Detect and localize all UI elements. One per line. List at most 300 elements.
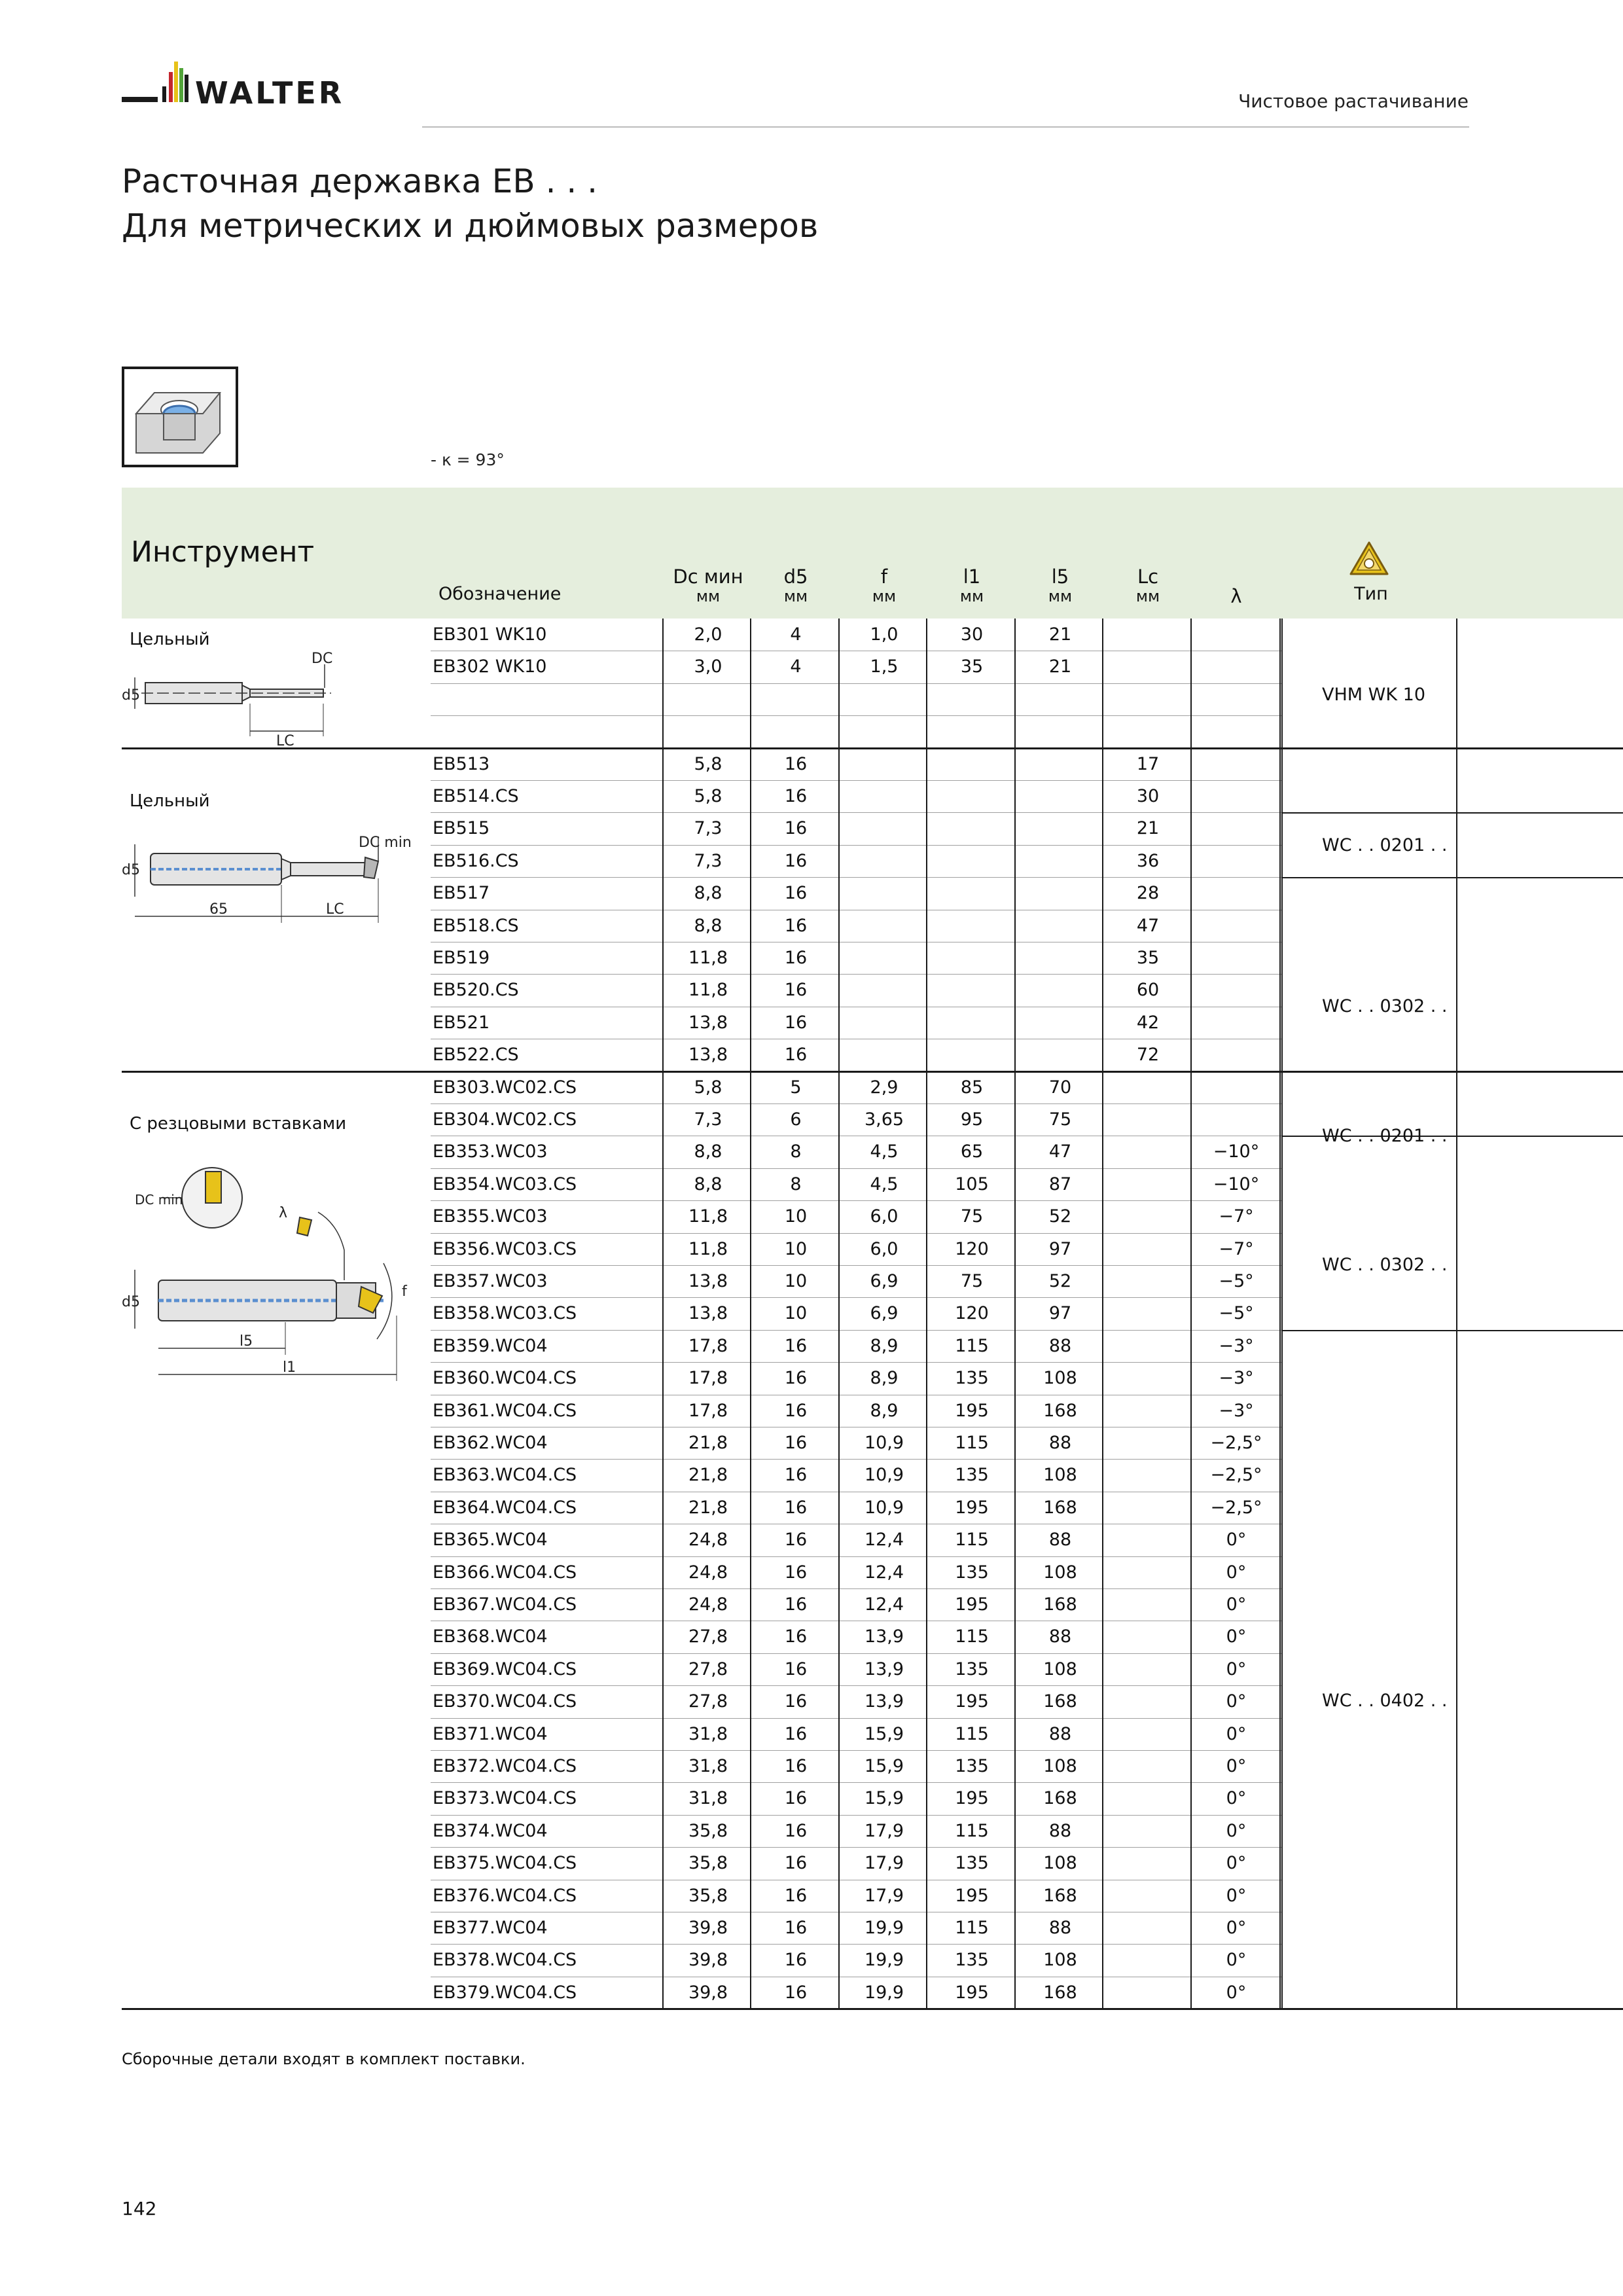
diagram-label-lambda: λ bbox=[279, 1205, 288, 1221]
cell-d5: 10 bbox=[784, 1271, 808, 1291]
table-row bbox=[431, 1427, 1281, 1459]
cell-f: 6,0 bbox=[870, 1206, 899, 1227]
row-divider bbox=[431, 1103, 1283, 1104]
cell-f: 19,9 bbox=[864, 1982, 904, 2003]
cell-d5: 16 bbox=[784, 850, 808, 871]
cell-lc: 28 bbox=[1136, 883, 1160, 904]
cell-f: 1,0 bbox=[870, 624, 899, 645]
cell-l5: 88 bbox=[1048, 1433, 1072, 1453]
column-unit: мм bbox=[872, 587, 897, 605]
cell-lam: −2,5° bbox=[1210, 1433, 1262, 1453]
table-row bbox=[431, 1750, 1281, 1782]
cell-dc: 39,8 bbox=[688, 1950, 728, 1971]
cell-dc: 7,3 bbox=[694, 1109, 722, 1130]
cell-l1: 135 bbox=[955, 1853, 989, 1874]
cell-designation: EB522.CS bbox=[433, 1045, 519, 1066]
cell-d5: 16 bbox=[784, 883, 808, 904]
cell-lam: −3° bbox=[1219, 1400, 1254, 1421]
cell-dc: 17,8 bbox=[688, 1400, 728, 1421]
cell-dc: 5,8 bbox=[694, 786, 722, 806]
group-label-solid-2: Цельный bbox=[130, 791, 210, 811]
cell-l5: 108 bbox=[1043, 1368, 1077, 1389]
type-label-wc0201-a: WC . . 0201 . . bbox=[1322, 835, 1448, 855]
cell-f: 19,9 bbox=[864, 1950, 904, 1971]
cell-dc: 31,8 bbox=[688, 1756, 728, 1776]
diagram-label-dc: DC min bbox=[135, 1192, 183, 1208]
cell-dc: 13,8 bbox=[688, 1012, 728, 1033]
cell-d5: 16 bbox=[784, 1756, 808, 1776]
row-divider bbox=[431, 1233, 1283, 1234]
row-divider bbox=[431, 1685, 1283, 1686]
cell-designation: EB373.WC04.CS bbox=[433, 1788, 577, 1809]
diagram-label-l1: l1 bbox=[283, 1359, 296, 1376]
cell-dc: 17,8 bbox=[688, 1368, 728, 1389]
cell-f: 19,9 bbox=[864, 1918, 904, 1938]
diagram-solid-wk10 bbox=[122, 651, 338, 749]
column-symbol: Lc bbox=[1137, 565, 1159, 588]
cell-l5: 168 bbox=[1043, 1497, 1077, 1518]
walter-logo bbox=[122, 59, 397, 118]
table-row bbox=[431, 1459, 1281, 1491]
cell-l5: 168 bbox=[1043, 1788, 1077, 1809]
cell-designation: EB518.CS bbox=[433, 915, 519, 936]
cell-d5: 16 bbox=[784, 1562, 808, 1583]
diagram-label-d5: d5 bbox=[122, 862, 140, 878]
type-label-vhm: VHM WK 10 bbox=[1322, 685, 1425, 705]
column-header-designation: Обозначение bbox=[438, 584, 562, 604]
cell-lc: 72 bbox=[1136, 1045, 1160, 1066]
cell-designation: EB359.WC04 bbox=[433, 1335, 548, 1356]
row-divider bbox=[431, 1330, 1283, 1331]
cell-lam: 0° bbox=[1226, 1885, 1247, 1906]
cell-dc: 7,3 bbox=[694, 818, 722, 839]
cell-l1: 195 bbox=[955, 1982, 989, 2003]
cell-dc: 27,8 bbox=[688, 1691, 728, 1712]
cell-d5: 16 bbox=[784, 1368, 808, 1389]
cell-f: 15,9 bbox=[864, 1723, 904, 1744]
logo-text: WALTER bbox=[195, 75, 345, 111]
cell-l1: 135 bbox=[955, 1950, 989, 1971]
cell-dc: 5,8 bbox=[694, 1077, 722, 1098]
table-row bbox=[431, 1880, 1281, 1912]
column-symbol: l5 bbox=[1051, 565, 1069, 588]
cell-l5: 108 bbox=[1043, 1756, 1077, 1776]
cell-designation: EB303.WC02.CS bbox=[433, 1077, 577, 1098]
table-row bbox=[431, 1492, 1281, 1524]
cell-dc: 35,8 bbox=[688, 1820, 728, 1841]
column-header-f bbox=[840, 567, 928, 606]
cell-designation: EB302 WK10 bbox=[433, 656, 547, 677]
cell-dc: 11,8 bbox=[688, 1206, 728, 1227]
cell-d5: 16 bbox=[784, 1820, 808, 1841]
cell-d5: 4 bbox=[790, 656, 802, 677]
cell-lam: 0° bbox=[1226, 1562, 1247, 1583]
cell-dc: 8,8 bbox=[694, 1174, 722, 1194]
cell-l1: 120 bbox=[955, 1238, 989, 1259]
cell-dc: 13,8 bbox=[688, 1045, 728, 1066]
row-divider bbox=[431, 1847, 1283, 1848]
diagram-label-f: f bbox=[402, 1283, 407, 1300]
cell-d5: 16 bbox=[784, 1433, 808, 1453]
row-divider bbox=[431, 1168, 1283, 1169]
header-rule bbox=[422, 126, 1469, 128]
cell-d5: 4 bbox=[790, 624, 802, 645]
cell-l1: 115 bbox=[955, 1626, 989, 1647]
column-header-lc bbox=[1104, 567, 1192, 606]
cell-designation: EB519 bbox=[433, 948, 490, 968]
cell-lc: 60 bbox=[1136, 980, 1160, 1001]
cell-d5: 10 bbox=[784, 1303, 808, 1324]
section-title: Чистовое растачивание bbox=[1238, 90, 1469, 112]
cell-f: 6,9 bbox=[870, 1271, 899, 1291]
cell-dc: 35,8 bbox=[688, 1885, 728, 1906]
cell-f: 15,9 bbox=[864, 1788, 904, 1809]
cell-designation: EB517 bbox=[433, 883, 490, 904]
footnote: Сборочные детали входят в комплект поставки. bbox=[122, 2050, 526, 2068]
cell-l1: 135 bbox=[955, 1756, 989, 1776]
cell-designation: EB362.WC04 bbox=[433, 1433, 548, 1453]
table-row bbox=[431, 812, 1281, 844]
row-divider bbox=[431, 1265, 1283, 1266]
cell-lam: 0° bbox=[1226, 1820, 1247, 1841]
column-symbol: l1 bbox=[963, 565, 981, 588]
cell-lam: −10° bbox=[1213, 1141, 1260, 1162]
cell-f: 6,0 bbox=[870, 1238, 899, 1259]
cell-lam: −5° bbox=[1219, 1303, 1254, 1324]
table-row bbox=[431, 1588, 1281, 1621]
cell-dc: 13,8 bbox=[688, 1271, 728, 1291]
table-row bbox=[431, 877, 1281, 909]
page-number: 142 bbox=[122, 2198, 157, 2219]
cell-f: 8,9 bbox=[870, 1368, 899, 1389]
cell-lam: 0° bbox=[1226, 1950, 1247, 1971]
cell-d5: 10 bbox=[784, 1206, 808, 1227]
diagram-label-lc: LC bbox=[276, 733, 294, 749]
type-label-wc0302-b: WC . . 0302 . . bbox=[1322, 1255, 1448, 1275]
cell-lam: −3° bbox=[1219, 1368, 1254, 1389]
cell-designation: EB520.CS bbox=[433, 980, 519, 1001]
cell-lam: −3° bbox=[1219, 1335, 1254, 1356]
cell-d5: 6 bbox=[790, 1109, 802, 1130]
cell-l5: 168 bbox=[1043, 1982, 1077, 2003]
cell-dc: 24,8 bbox=[688, 1562, 728, 1583]
cell-designation: EB516.CS bbox=[433, 850, 519, 871]
diagram-label-dc: DC min bbox=[359, 834, 412, 851]
cell-lam: 0° bbox=[1226, 1853, 1247, 1874]
cell-l5: 88 bbox=[1048, 1918, 1072, 1938]
cell-f: 1,5 bbox=[870, 656, 899, 677]
row-divider bbox=[431, 1653, 1283, 1654]
cell-l1: 115 bbox=[955, 1820, 989, 1841]
cell-l5: 168 bbox=[1043, 1691, 1077, 1712]
cell-designation: EB357.WC03 bbox=[433, 1271, 548, 1291]
table-row bbox=[431, 1815, 1281, 1847]
cell-dc: 8,8 bbox=[694, 915, 722, 936]
group-label-inserts: С резцовыми вставками bbox=[130, 1114, 347, 1134]
cell-d5: 16 bbox=[784, 818, 808, 839]
cell-d5: 16 bbox=[784, 1723, 808, 1744]
cell-l1: 65 bbox=[960, 1141, 984, 1162]
cell-l1: 105 bbox=[955, 1174, 989, 1194]
cell-designation: EB304.WC02.CS bbox=[433, 1109, 577, 1130]
cell-d5: 16 bbox=[784, 1465, 808, 1486]
cell-d5: 16 bbox=[784, 1853, 808, 1874]
cell-l1: 35 bbox=[960, 656, 984, 677]
cell-designation: EB354.WC03.CS bbox=[433, 1174, 577, 1194]
row-divider bbox=[431, 845, 1283, 846]
cell-l1: 115 bbox=[955, 1918, 989, 1938]
cell-l1: 115 bbox=[955, 1335, 989, 1356]
cell-dc: 2,0 bbox=[694, 624, 722, 645]
cell-designation: EB515 bbox=[433, 818, 490, 839]
column-unit: мм bbox=[696, 587, 721, 605]
cell-f: 17,9 bbox=[864, 1820, 904, 1841]
group-divider bbox=[122, 1071, 1623, 1073]
cell-designation: EB366.WC04.CS bbox=[433, 1562, 577, 1583]
cell-lc: 36 bbox=[1136, 850, 1160, 871]
cell-designation: EB368.WC04 bbox=[433, 1626, 548, 1647]
cell-d5: 16 bbox=[784, 915, 808, 936]
cell-d5: 16 bbox=[784, 786, 808, 806]
table-row bbox=[431, 1718, 1281, 1750]
table-bottom-rule bbox=[122, 2008, 1623, 2010]
cell-f: 6,9 bbox=[870, 1303, 899, 1324]
table-row bbox=[431, 1330, 1281, 1362]
cell-l1: 95 bbox=[960, 1109, 984, 1130]
cell-f: 12,4 bbox=[864, 1530, 904, 1551]
column-divider bbox=[1279, 619, 1281, 2009]
cell-f: 15,9 bbox=[864, 1756, 904, 1776]
cell-f: 4,5 bbox=[870, 1174, 899, 1194]
table-row bbox=[431, 619, 1281, 651]
cell-lam: −7° bbox=[1219, 1206, 1254, 1227]
type-label-wc0402: WC . . 0402 . . bbox=[1322, 1691, 1448, 1711]
cell-lam: 0° bbox=[1226, 1530, 1247, 1551]
cell-l1: 120 bbox=[955, 1303, 989, 1324]
table-row bbox=[431, 1362, 1281, 1394]
cell-dc: 27,8 bbox=[688, 1659, 728, 1679]
cell-d5: 16 bbox=[784, 1788, 808, 1809]
cell-dc: 24,8 bbox=[688, 1530, 728, 1551]
cell-lam: −2,5° bbox=[1210, 1497, 1262, 1518]
page-title-line-2: Для метрических и дюймовых размеров bbox=[122, 207, 819, 245]
table-row bbox=[431, 1685, 1281, 1717]
cell-l5: 168 bbox=[1043, 1885, 1077, 1906]
type-divider bbox=[1283, 812, 1623, 814]
type-divider bbox=[1283, 877, 1623, 878]
cell-lam: 0° bbox=[1226, 1626, 1247, 1647]
cell-designation: EB377.WC04 bbox=[433, 1918, 548, 1938]
column-divider bbox=[750, 619, 751, 2009]
page-title-line-1: Расточная державка EB . . . bbox=[122, 162, 598, 200]
cell-designation: EB378.WC04.CS bbox=[433, 1950, 577, 1971]
cell-designation: EB358.WC03.CS bbox=[433, 1303, 577, 1324]
cell-f: 12,4 bbox=[864, 1594, 904, 1615]
cell-dc: 31,8 bbox=[688, 1788, 728, 1809]
cell-dc: 24,8 bbox=[688, 1594, 728, 1615]
cell-l5: 75 bbox=[1048, 1109, 1072, 1130]
cell-designation: EB353.WC03 bbox=[433, 1141, 548, 1162]
cell-l5: 70 bbox=[1048, 1077, 1072, 1098]
cell-dc: 7,3 bbox=[694, 850, 722, 871]
cell-dc: 17,8 bbox=[688, 1335, 728, 1356]
cell-l1: 195 bbox=[955, 1788, 989, 1809]
cell-l1: 30 bbox=[960, 624, 984, 645]
cell-l1: 115 bbox=[955, 1530, 989, 1551]
row-divider bbox=[431, 1750, 1283, 1751]
cell-dc: 3,0 bbox=[694, 656, 722, 677]
cell-dc: 5,8 bbox=[694, 753, 722, 774]
column-header-l1 bbox=[928, 567, 1016, 606]
cell-d5: 8 bbox=[790, 1141, 802, 1162]
row-divider bbox=[431, 715, 1283, 716]
kappa-note: - κ = 93° bbox=[431, 450, 505, 469]
cell-lam: −5° bbox=[1219, 1271, 1254, 1291]
cell-d5: 16 bbox=[784, 1594, 808, 1615]
row-divider bbox=[431, 1718, 1283, 1719]
cell-lc: 47 bbox=[1136, 915, 1160, 936]
cell-d5: 8 bbox=[790, 1174, 802, 1194]
cell-d5: 16 bbox=[784, 980, 808, 1001]
table-band-title: Инструмент bbox=[131, 535, 315, 569]
cell-d5: 16 bbox=[784, 1885, 808, 1906]
type-label-wc0201-b: WC . . 0201 . . bbox=[1322, 1126, 1448, 1146]
cell-dc: 27,8 bbox=[688, 1626, 728, 1647]
table-row bbox=[431, 974, 1281, 1006]
row-divider bbox=[431, 1200, 1283, 1201]
cell-l1: 195 bbox=[955, 1885, 989, 1906]
cell-lam: −10° bbox=[1213, 1174, 1260, 1194]
cell-lam: 0° bbox=[1226, 1982, 1247, 2003]
cell-designation: EB369.WC04.CS bbox=[433, 1659, 577, 1679]
cell-f: 10,9 bbox=[864, 1497, 904, 1518]
column-header-l5 bbox=[1016, 567, 1104, 606]
table-row bbox=[431, 1977, 1281, 2009]
cell-designation: EB521 bbox=[433, 1012, 490, 1033]
row-divider bbox=[431, 1362, 1283, 1363]
cell-designation: EB374.WC04 bbox=[433, 1820, 548, 1841]
row-divider bbox=[431, 780, 1283, 781]
cell-lam: −7° bbox=[1219, 1238, 1254, 1259]
cell-f: 10,9 bbox=[864, 1433, 904, 1453]
cell-d5: 16 bbox=[784, 1659, 808, 1679]
cell-l5: 21 bbox=[1048, 656, 1072, 677]
cell-f: 13,9 bbox=[864, 1626, 904, 1647]
table-row bbox=[431, 1782, 1281, 1814]
cell-l5: 108 bbox=[1043, 1950, 1077, 1971]
cell-d5: 16 bbox=[784, 1530, 808, 1551]
cell-d5: 16 bbox=[784, 753, 808, 774]
cell-d5: 10 bbox=[784, 1238, 808, 1259]
cell-l5: 47 bbox=[1048, 1141, 1072, 1162]
cell-l5: 52 bbox=[1048, 1271, 1072, 1291]
cell-l1: 195 bbox=[955, 1691, 989, 1712]
cell-designation: EB364.WC04.CS bbox=[433, 1497, 577, 1518]
cell-designation: EB513 bbox=[433, 753, 490, 774]
cell-l5: 97 bbox=[1048, 1238, 1072, 1259]
table-row bbox=[431, 683, 1281, 715]
cell-lam: 0° bbox=[1226, 1756, 1247, 1776]
row-divider bbox=[431, 1297, 1283, 1298]
cell-lc: 21 bbox=[1136, 818, 1160, 839]
cell-designation: EB363.WC04.CS bbox=[433, 1465, 577, 1486]
table-row bbox=[431, 748, 1281, 780]
table-row bbox=[431, 1103, 1281, 1136]
table-row bbox=[431, 942, 1281, 974]
column-divider bbox=[1456, 619, 1457, 2009]
cell-l5: 88 bbox=[1048, 1335, 1072, 1356]
table-row bbox=[431, 1136, 1281, 1168]
cell-f: 10,9 bbox=[864, 1465, 904, 1486]
cell-d5: 16 bbox=[784, 1691, 808, 1712]
cell-d5: 16 bbox=[784, 1045, 808, 1066]
cell-d5: 16 bbox=[784, 1918, 808, 1938]
column-symbol: λ bbox=[1230, 585, 1242, 607]
cell-dc: 35,8 bbox=[688, 1853, 728, 1874]
cell-dc: 8,8 bbox=[694, 1141, 722, 1162]
cell-dc: 13,8 bbox=[688, 1303, 728, 1324]
cell-d5: 5 bbox=[790, 1077, 802, 1098]
cell-l5: 168 bbox=[1043, 1594, 1077, 1615]
column-divider bbox=[1014, 619, 1016, 2009]
table-row bbox=[431, 1007, 1281, 1039]
cell-designation: EB379.WC04.CS bbox=[433, 1982, 577, 2003]
cell-l5: 88 bbox=[1048, 1723, 1072, 1744]
column-symbol: f bbox=[880, 565, 888, 588]
cell-f: 12,4 bbox=[864, 1562, 904, 1583]
table-row bbox=[431, 1395, 1281, 1427]
row-divider bbox=[431, 683, 1283, 684]
diagram-label-d5: d5 bbox=[122, 687, 140, 704]
table-row bbox=[431, 1071, 1281, 1103]
table-row bbox=[431, 1847, 1281, 1879]
diagram-label-l5: l5 bbox=[240, 1333, 253, 1350]
cell-lam: −2,5° bbox=[1210, 1465, 1262, 1486]
column-header-type: Тип bbox=[1354, 584, 1388, 604]
cell-lam: 0° bbox=[1226, 1659, 1247, 1679]
cell-f: 8,9 bbox=[870, 1400, 899, 1421]
cell-d5: 16 bbox=[784, 1400, 808, 1421]
column-header-dc-min bbox=[664, 567, 752, 606]
cell-designation: EB367.WC04.CS bbox=[433, 1594, 577, 1615]
cell-l1: 195 bbox=[955, 1400, 989, 1421]
cell-designation: EB361.WC04.CS bbox=[433, 1400, 577, 1421]
cell-lam: 0° bbox=[1226, 1691, 1247, 1712]
cell-designation: EB372.WC04.CS bbox=[433, 1756, 577, 1776]
cell-designation: EB371.WC04 bbox=[433, 1723, 548, 1744]
cell-dc: 39,8 bbox=[688, 1982, 728, 2003]
cell-l1: 195 bbox=[955, 1497, 989, 1518]
cell-l1: 75 bbox=[960, 1271, 984, 1291]
cell-lam: 0° bbox=[1226, 1918, 1247, 1938]
table-row bbox=[431, 715, 1281, 747]
cell-dc: 31,8 bbox=[688, 1723, 728, 1744]
cell-dc: 11,8 bbox=[688, 1238, 728, 1259]
cell-dc: 21,8 bbox=[688, 1433, 728, 1453]
diagram-label-65: 65 bbox=[209, 901, 228, 918]
column-header-d5 bbox=[752, 567, 840, 606]
row-divider bbox=[431, 1459, 1283, 1460]
cell-f: 8,9 bbox=[870, 1335, 899, 1356]
cell-l5: 52 bbox=[1048, 1206, 1072, 1227]
table-row bbox=[431, 1297, 1281, 1329]
cell-f: 3,65 bbox=[864, 1109, 904, 1130]
cell-l1: 195 bbox=[955, 1594, 989, 1615]
cell-designation: EB514.CS bbox=[433, 786, 519, 806]
table-row bbox=[431, 1524, 1281, 1556]
cell-d5: 16 bbox=[784, 948, 808, 968]
diagram-label-dc: DC bbox=[312, 651, 333, 667]
